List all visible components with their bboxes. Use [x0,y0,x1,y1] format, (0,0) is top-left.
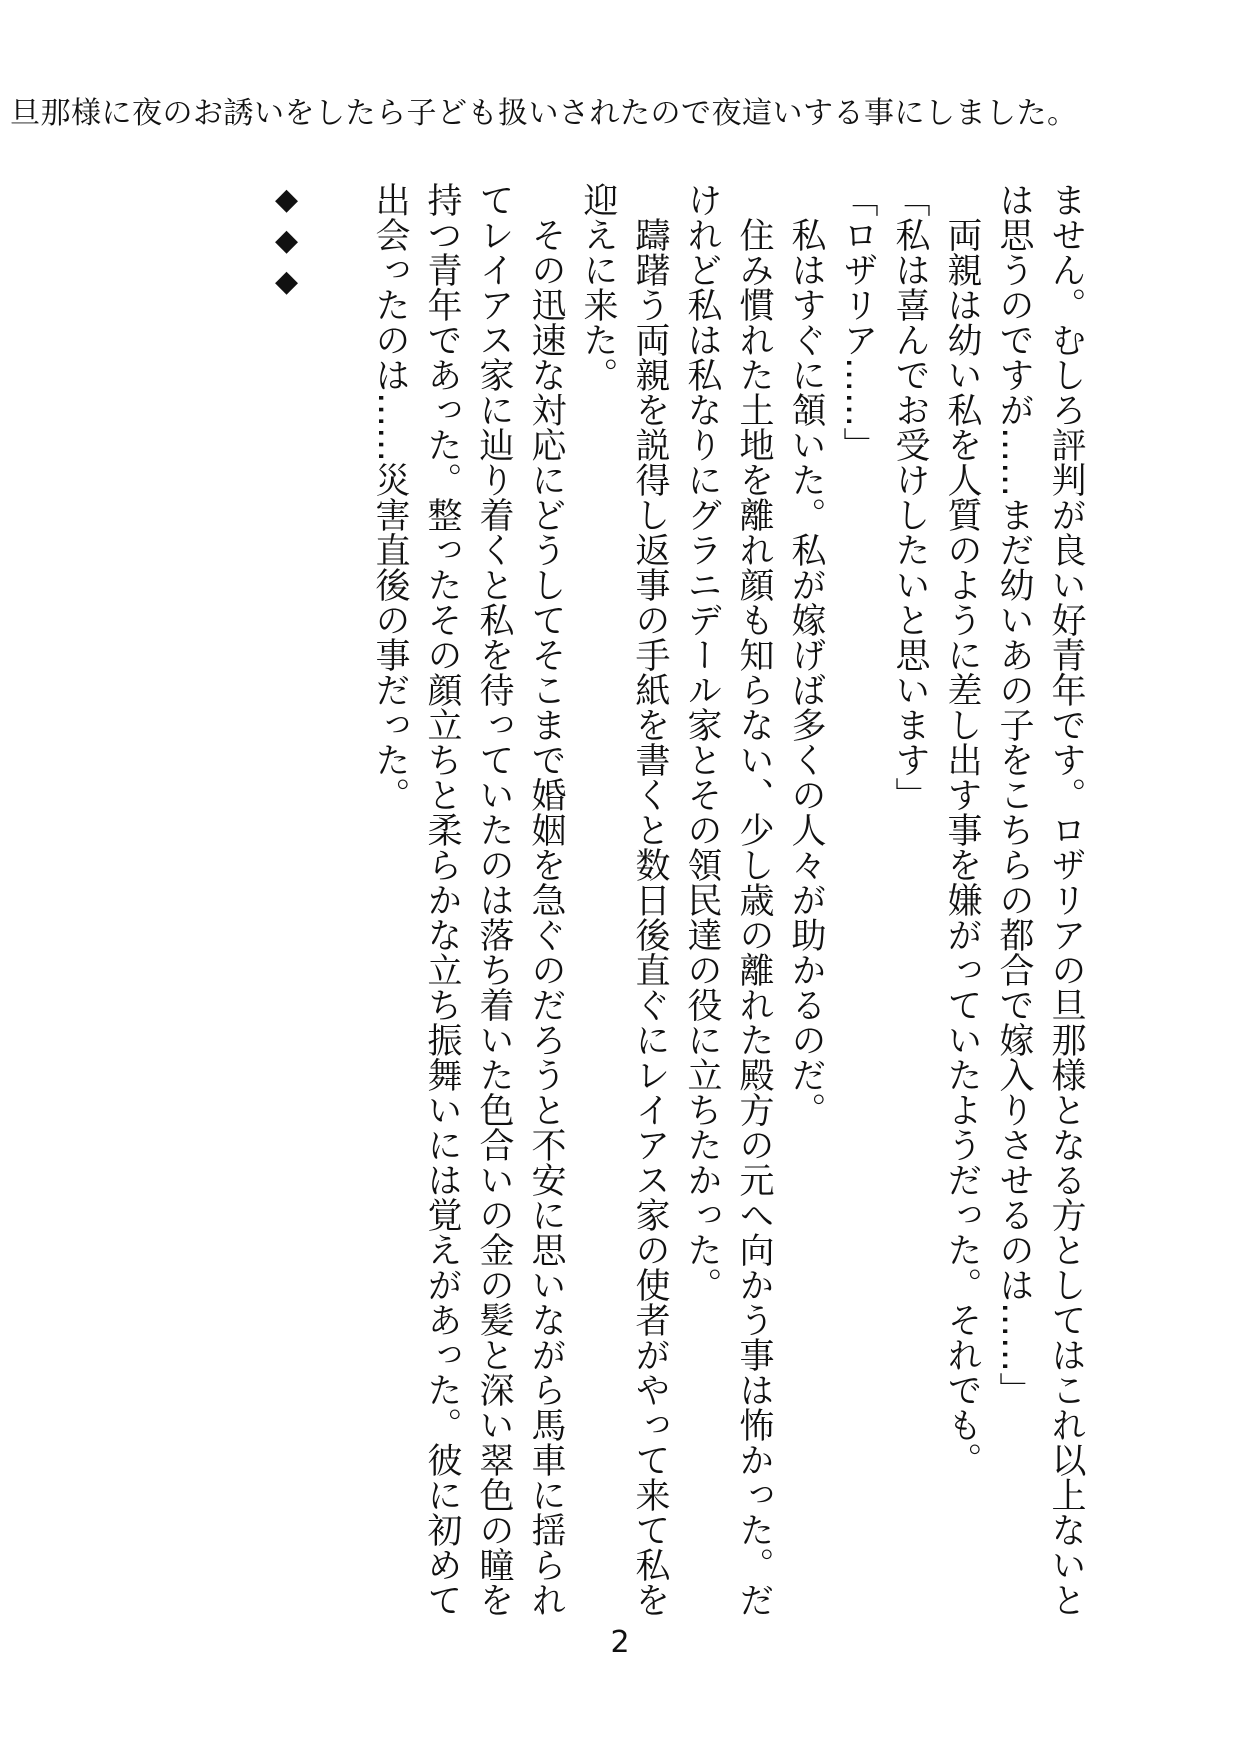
text-line-4: 「私は喜んでお受けしたいと思います」 [890,182,930,812]
text-line-8: けれど私は私なりにグラニデール家とその領民達の役に立ちたかった。 [682,182,722,1302]
vertical-body-text [260,182,1092,1617]
text-line-7: 住み慣れた土地を離れ顔も知らない、少し歳の離れた殿方の元へ向かう事は怖かった。だ [734,182,774,1617]
text-line-6: 私はすぐに頷いた。私が嫁げば多くの人々が助かるのだ。 [786,182,826,1127]
text-line-9: 躊躇う両親を説得し返事の手紙を書くと数日後直ぐにレイアス家の使者がやって来て私を [630,182,670,1617]
running-header: 旦那様に夜のお誘いをしたら子ども扱いされたので夜這いする事にしました。 [10,96,1078,131]
text-line-3: 両親は幼い私を人質のように差し出す事を嫌がっていたようだった。それでも。 [942,182,982,1477]
text-line-2: は思うのですが……まだ幼いあの子をこちらの都合で嫁入りさせるのは……」 [994,182,1034,1407]
page-number: 2 [610,1625,630,1660]
text-line-14: 出会ったのは……災害直後の事だった。 [370,182,410,812]
text-line-12: てレイアス家に辿り着くと私を待っていたのは落ち着いた色合いの金の髪と深い翠色の瞳を [474,182,514,1617]
text-line-10: 迎えに来た。 [578,182,618,392]
text-line-5: 「ロザリア……」 [838,182,878,462]
scene-break-diamonds: ◆◆◆ [269,182,304,305]
text-line-13: 持つ青年であった。整ったその顔立ちと柔らかな立ち振舞いには覚えがあった。彼に初めて [422,182,462,1617]
text-line-1: ません。むしろ評判が良い好青年です。ロザリアの旦那様となる方としてはこれ以上ないと [1046,182,1086,1617]
text-line-11: その迅速な対応にどうしてそこまで婚姻を急ぐのだろうと不安に思いながら馬車に揺られ [526,182,566,1617]
